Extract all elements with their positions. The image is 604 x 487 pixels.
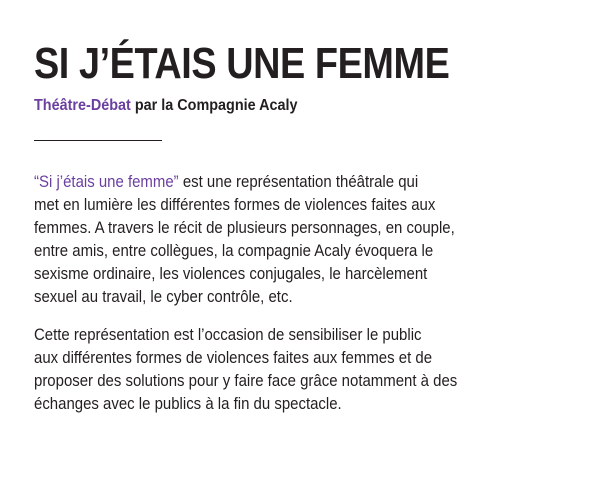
paragraph-line: Cette représentation est l’occasion de sensibiliser le public [34, 325, 422, 344]
paragraph-purpose [34, 323, 574, 415]
page-title: SI J’ÉTAIS UNE FEMME [34, 39, 450, 88]
paragraph-line: entre amis, entre collègues, la compagnie Acaly évoquera le [34, 241, 434, 260]
subtitle [34, 96, 520, 116]
paragraph-line: sexisme ordinaire, les violences conjugales, le harcèlement [34, 264, 428, 283]
paragraph-line: proposer des solutions pour y faire face grâce notamment à des [34, 371, 458, 390]
subtitle-company: par la Compagnie Acaly [134, 97, 298, 114]
divider [34, 140, 162, 141]
article [34, 40, 574, 415]
paragraph-line: aux différentes formes de violences faites aux femmes et de [34, 348, 433, 367]
paragraph-line [34, 170, 509, 193]
paragraph-line: échanges avec le publics à la fin du spectacle. [34, 394, 342, 413]
subtitle-genre: Théâtre-Débat [34, 97, 131, 114]
paragraph-line: met en lumière les différentes formes de violences faites aux [34, 195, 436, 214]
paragraph-line: femmes. A travers le récit de plusieurs personnages, en couple, [34, 218, 455, 237]
paragraph-line-text: est une représentation théâtrale qui [178, 172, 419, 191]
show-title-quote: “Si j’étais une femme” [34, 172, 179, 191]
paragraph-line: sexuel au travail, le cyber contrôle, etc. [34, 287, 293, 306]
paragraph-description [34, 170, 574, 308]
